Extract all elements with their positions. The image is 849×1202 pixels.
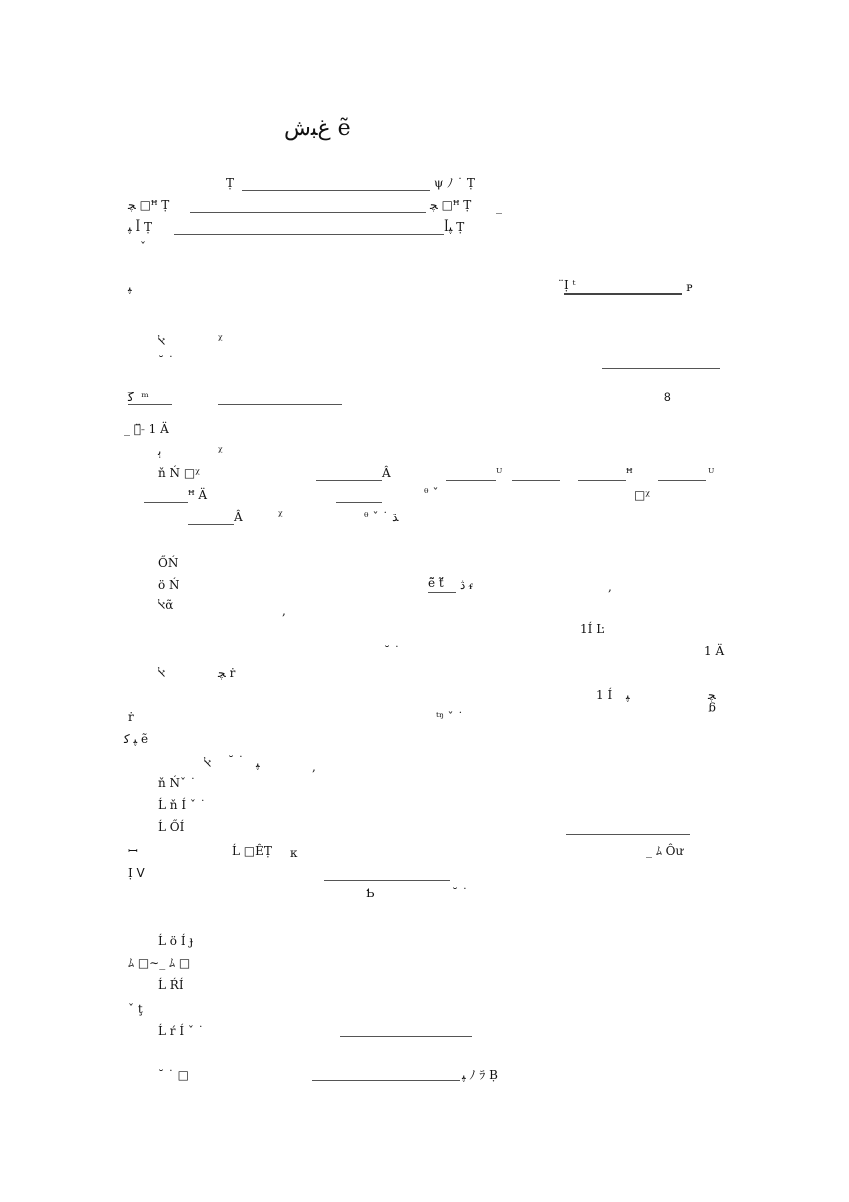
s2-r7-right2: ᵷ	[708, 698, 716, 712]
s2-r2-comma: ,	[608, 580, 612, 594]
header-line2-rule	[190, 212, 426, 213]
s1-r1a: ﭏ	[158, 334, 166, 348]
s2-r15-left: Ị ᐯ	[128, 866, 145, 880]
s1-r3-rule-a	[128, 404, 172, 405]
s2-r8-left: ṙ	[128, 710, 134, 724]
header-line3-left: ﭙ ꟾ Ṭ	[128, 220, 152, 234]
s2-r9: ﭙ ﮐ ẽ	[124, 732, 149, 746]
s1-r7-right: □ᵡ	[634, 488, 650, 502]
s2-r10-a: ﭏ	[204, 756, 212, 770]
s1-r2-rule	[602, 368, 720, 369]
s2-r5-right: 1 Ä	[704, 644, 725, 658]
s1-r6-rule-1	[316, 480, 382, 481]
s2-r14-left: ꟷ	[128, 844, 138, 858]
s1-r8-rule	[188, 524, 234, 525]
s1-r7-rule-1	[144, 502, 188, 503]
s1-r7-rule-2	[336, 502, 382, 503]
page-title: ﻍﺒﺵ ẽ	[284, 116, 351, 141]
s2-r2-rule	[428, 592, 456, 593]
s2-r7-mid: 1 Í	[596, 688, 613, 702]
s1-r3-right: 8	[664, 390, 671, 404]
s2-r10-d: ,	[312, 760, 316, 774]
s1-r5a: ﭔ	[158, 444, 162, 458]
header-line2-left: ﭽ □ꟸ Ṭ	[128, 198, 170, 212]
s2-r14-mid: Ĺ □ÊṬ	[232, 844, 272, 858]
header-line1-left: Ṭ	[226, 176, 235, 190]
header-line2-right: ﭽ □ꟸ Ṭ	[430, 198, 472, 212]
s2-r6-a: ﭏ	[158, 666, 166, 680]
s2-r13-rule	[566, 834, 690, 835]
s3-r5: Ĺ ŕ Í ˇ ˙	[158, 1024, 204, 1038]
s2-r7-right: ﭽ	[708, 688, 716, 702]
s2-r15-mid: Ƅ	[366, 886, 375, 900]
s1-r6-mid1: Â	[382, 466, 391, 480]
s3-r6-left: ˘ ˙ □	[158, 1068, 189, 1082]
s3-r2: ﾑ □∼_ ﾑ □	[128, 956, 191, 970]
s1-r5b: ᵡ	[218, 444, 223, 458]
s1-r6-rule-5	[658, 480, 706, 481]
meta-left-mark: ﭙ	[128, 280, 132, 294]
s3-r4: ˇ ţ	[128, 1002, 143, 1016]
header-line2-dash: _	[496, 200, 502, 214]
s2-r10-c: ﭙ	[256, 756, 260, 770]
s2-r13: Ĺ ŐÍ	[158, 820, 185, 834]
s2-r11: ň Ńˇ ˙	[158, 776, 196, 790]
s2-r14-mid2: ᴋ	[290, 846, 298, 860]
s1-r6-u2: ᵁ	[708, 466, 715, 480]
s2-r10-b: ˘ ˙	[228, 754, 244, 768]
s1-r7-left: ꟸ Ä	[188, 488, 208, 502]
s1-r1b: ᵡ	[218, 332, 223, 346]
s2-r7-mid2: ﭙ	[626, 688, 630, 702]
s1-r6-rule-3	[512, 480, 560, 481]
s1-r8-right: ᶿ ˇ ˙ ﮅ	[364, 510, 399, 524]
s2-r3: ﭏᾶ	[158, 598, 174, 612]
s2-r8-mid: ᵗᵑ ˇ ˙	[436, 710, 464, 724]
meta-right-code: ̈Ị ᵗ	[564, 278, 576, 292]
s2-r2-mid2: ﮆ ᵳ	[460, 578, 474, 592]
s1-r8-mid: ᵡ	[278, 508, 283, 522]
s3-r5-rule	[340, 1036, 472, 1037]
s2-r4-right: 1Í Ŀ	[580, 622, 605, 636]
s1-r3-rule-b	[218, 404, 342, 405]
s3-r6-rule	[312, 1080, 460, 1081]
s2-r12: Ĺ ň Í ˇ ˙	[158, 798, 206, 812]
s2-r15-mid2: ˘ ˙	[452, 886, 468, 900]
s2-r1: ŐŃ	[158, 556, 179, 570]
s1-r3-left: ﮐ ̅ ᵐ	[128, 390, 149, 404]
s2-r15-rule	[324, 880, 450, 881]
s1-r6-rule-4	[578, 480, 626, 481]
s1-r2: ˘ ˙	[158, 354, 174, 368]
s2-r2-left: ö Ń	[158, 578, 180, 592]
header-line1-right: ψ ﾉ ˙ Ṭ	[434, 176, 475, 190]
s2-r14-right: _ ﾑ Ôư	[646, 844, 684, 858]
s3-r1: Ĺ ö Í ɟ	[158, 934, 194, 948]
meta-right-rule	[564, 293, 682, 295]
header-line3-right: ꟾﭙ Ṭ	[444, 220, 465, 234]
s1-r6-rule-2	[446, 480, 496, 481]
s1-r6-u1: ᵁ	[496, 466, 503, 480]
s1-r8-left: Â	[234, 510, 243, 524]
s1-r4: _ ｙ̈ ̵ 1 Ä	[124, 422, 169, 436]
s2-r3-comma: ,	[282, 604, 286, 618]
s3-r3: Ĺ ŔÍ	[158, 978, 184, 992]
s2-r6-b: ﭽ ṙ	[218, 666, 236, 680]
header-line4: ˇ	[140, 240, 146, 254]
s1-r6-left: ň Ń □ᵡ	[158, 466, 200, 480]
s1-r7-mid: ᶿ ˇ	[424, 486, 439, 500]
s3-r6-right: ﭙ ﾉ ﾗ Ḅ	[462, 1068, 498, 1082]
header-line3-rule	[174, 234, 444, 235]
s2-r2-mid: ẽ̃ ť̃	[428, 576, 444, 590]
header-line1-rule	[242, 190, 430, 191]
meta-right-end: ᴩ	[686, 280, 693, 294]
s1-r6-q: ꟸ	[626, 466, 633, 480]
s2-r5-mid: ˘ ˙	[384, 644, 400, 658]
